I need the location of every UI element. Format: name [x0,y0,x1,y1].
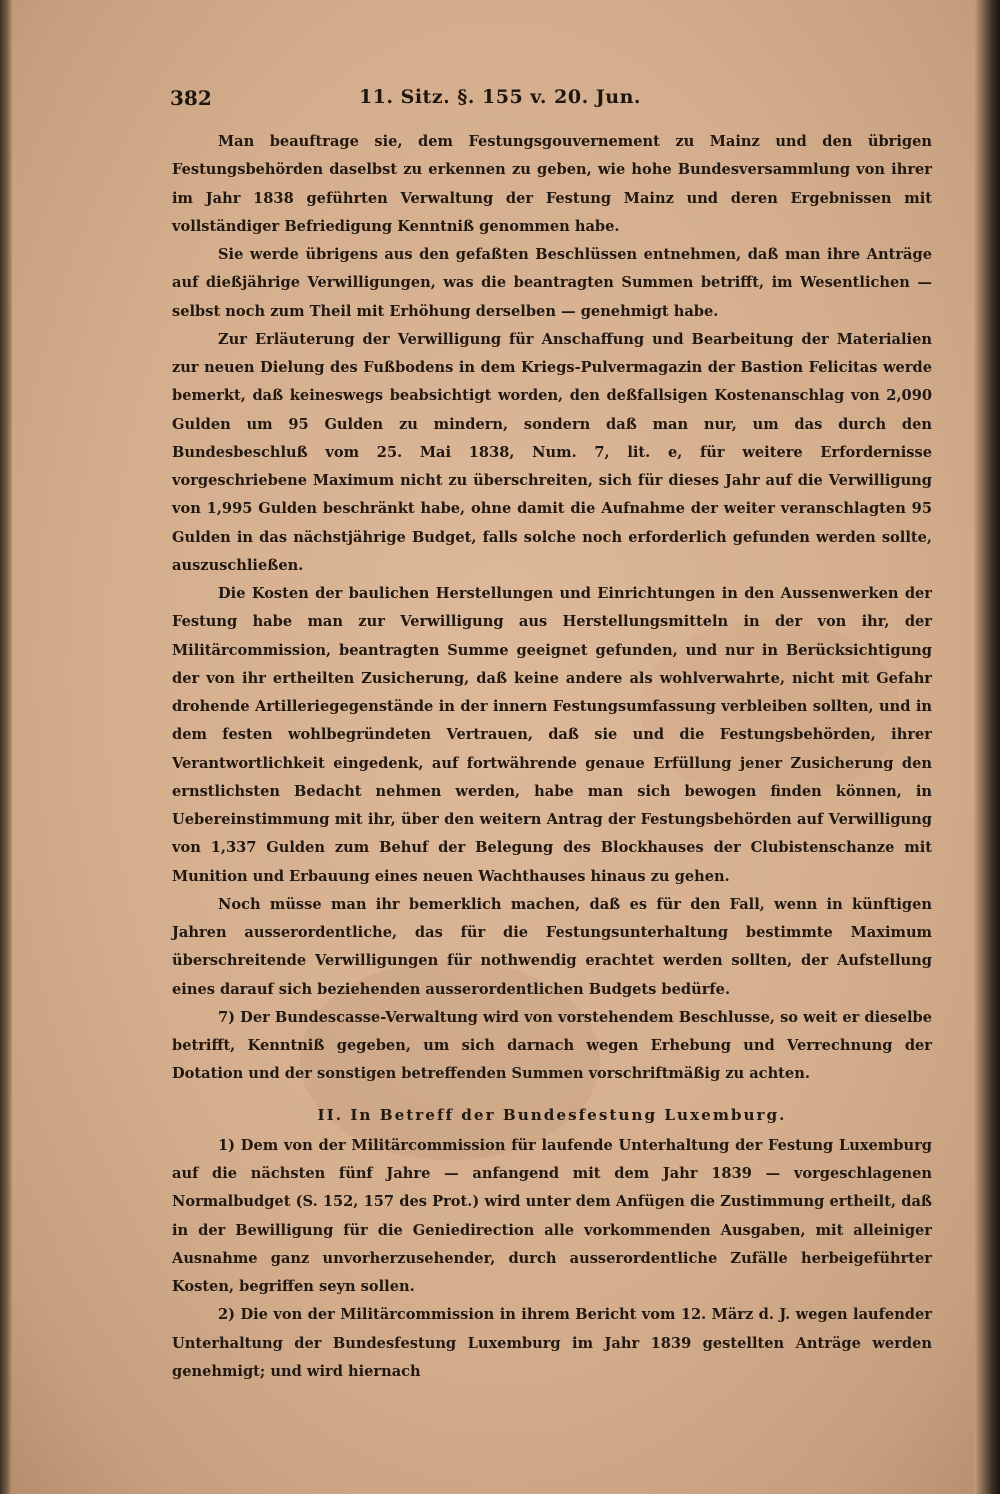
book-spine-shadow [0,0,12,1494]
running-head-title: 11. Sitz. §. 155 v. 20. Jun. [358,86,642,108]
paragraph: 2) Die von der Militärcommission in ihrem Bericht vom 12. März d. J. wegen laufender Unterhaltung der Bundesfestung Luxemburg im Jahr 1839 gestellten Anträge werden genehmigt; und wird hiernach [172,1306,932,1380]
paragraph: 1) Dem von der Militärcommission für laufende Unterhaltung der Festung Luxemburg auf die nächsten fünf Jahre — anfangend mit dem Jahr 1839 — vorgeschlagenen Normalbudget (S. 152, 157 des Prot.) wird unter dem Anfügen die Zustimmung ertheilt, daß in der Bewilligung für die Geniedirection alle vorkommenden Ausgaben, mit alleiniger Ausnahme ganz unvorherzusehender, durch ausserordentliche Zufälle herbeigeführter Kosten, begriffen seyn sollen. [172,1136,932,1295]
page-number: 382 [170,86,212,110]
paragraph: Zur Erläuterung der Verwilligung für Anschaffung und Bearbeitung der Materialien zur neuen Dielung des Fußbodens in dem Kriegs-Pulvermagazin der Bastion Felicitas werde bemerkt, daß keineswegs beabsichtigt worden, den deßfallsigen Kostenanschlag von 2,090 Gulden um 95 Gulden zu mindern, sondern daß man nur, um das durch den Bundesbeschluß vom 25. Mai 1838, Num. 7, lit. e, für weitere Erfordernisse vorgeschriebene Maximum nicht zu überschreiten, sich für dieses Jahr auf die Verwilligung von 1,995 Gulden beschränkt habe, ohne damit die Aufnahme der weiter veranschlagten 95 Gulden in das nächstjährige Budget, falls solche noch erforderlich gefunden werden sollte, auszuschließen. [172,330,932,574]
running-head [0,86,1000,116]
paragraph: Sie werde übrigens aus den gefaßten Beschlüssen entnehmen, daß man ihre Anträge auf dießjährige Verwilligungen, was die beantragten Summen betrifft, im Wesentlichen — selbst noch zum Theil mit Erhöhung derselben — genehmigt habe. [172,246,932,320]
body-text [172,128,932,1386]
page-edge-shadow [974,0,1000,1494]
paragraph: Die Kosten der baulichen Herstellungen und Einrichtungen in den Aussenwerken der Festung habe man zur Verwilligung aus Herstellungsmitteln in der von ihr, der Militärcommission, beantragten Summe geeignet gefunden, und nur in Berücksichtigung der von ihr ertheilten Zusicherung, daß keine andere als wohlverwahrte, nicht mit Gefahr drohende Artilleriegegenstände in der innern Festungsumfassung verbleiben sollten, und in dem festen wohlbegründeten Vertrauen, daß sie und die Festungsbehörden, ihrer Verantwortlichkeit eingedenk, auf fortwährende genaue Erfüllung jener Zusicherung den ernstlichsten Bedacht nehmen werden, habe man sich bewogen finden können, in Uebereinstimmung mit ihr, über den weitern Antrag der Festungsbehörden auf Verwilligung von 1,337 Gulden zum Behuf der Belegung des Blockhauses der Clubistenschanze mit Munition und Erbauung eines neuen Wachthauses hinaus zu gehen. [172,585,932,885]
paragraph: Noch müsse man ihr bemerklich machen, daß es für den Fall, wenn in künftigen Jahren ausserordentliche, das für die Festungsunterhaltung bestimmte Maximum überschreitende Verwilligungen für nothwendig erachtet werden sollten, der Aufstellung eines darauf sich beziehenden ausserordentlichen Budgets bedürfe. [172,895,932,998]
paragraph: Man beauftrage sie, dem Festungsgouvernement zu Mainz und den übrigen Festungsbehörden daselbst zu erkennen zu geben, wie hohe Bundesversammlung von ihrer im Jahr 1838 geführten Verwaltung der Festung Mainz und deren Ergebnissen mit vollständiger Befriedigung Kenntniß genommen habe. [172,133,932,235]
paragraph: 7) Der Bundescasse-Verwaltung wird von vorstehendem Beschlusse, so weit er dieselbe betrifft, Kenntniß gegeben, um sich darnach wegen Erhebung und Verrechnung der Dotation und der sonstigen betreffenden Summen vorschriftmäßig zu achten. [172,1008,932,1083]
section-heading: II. In Betreff der Bundesfestung Luxemburg. [317,1105,787,1124]
